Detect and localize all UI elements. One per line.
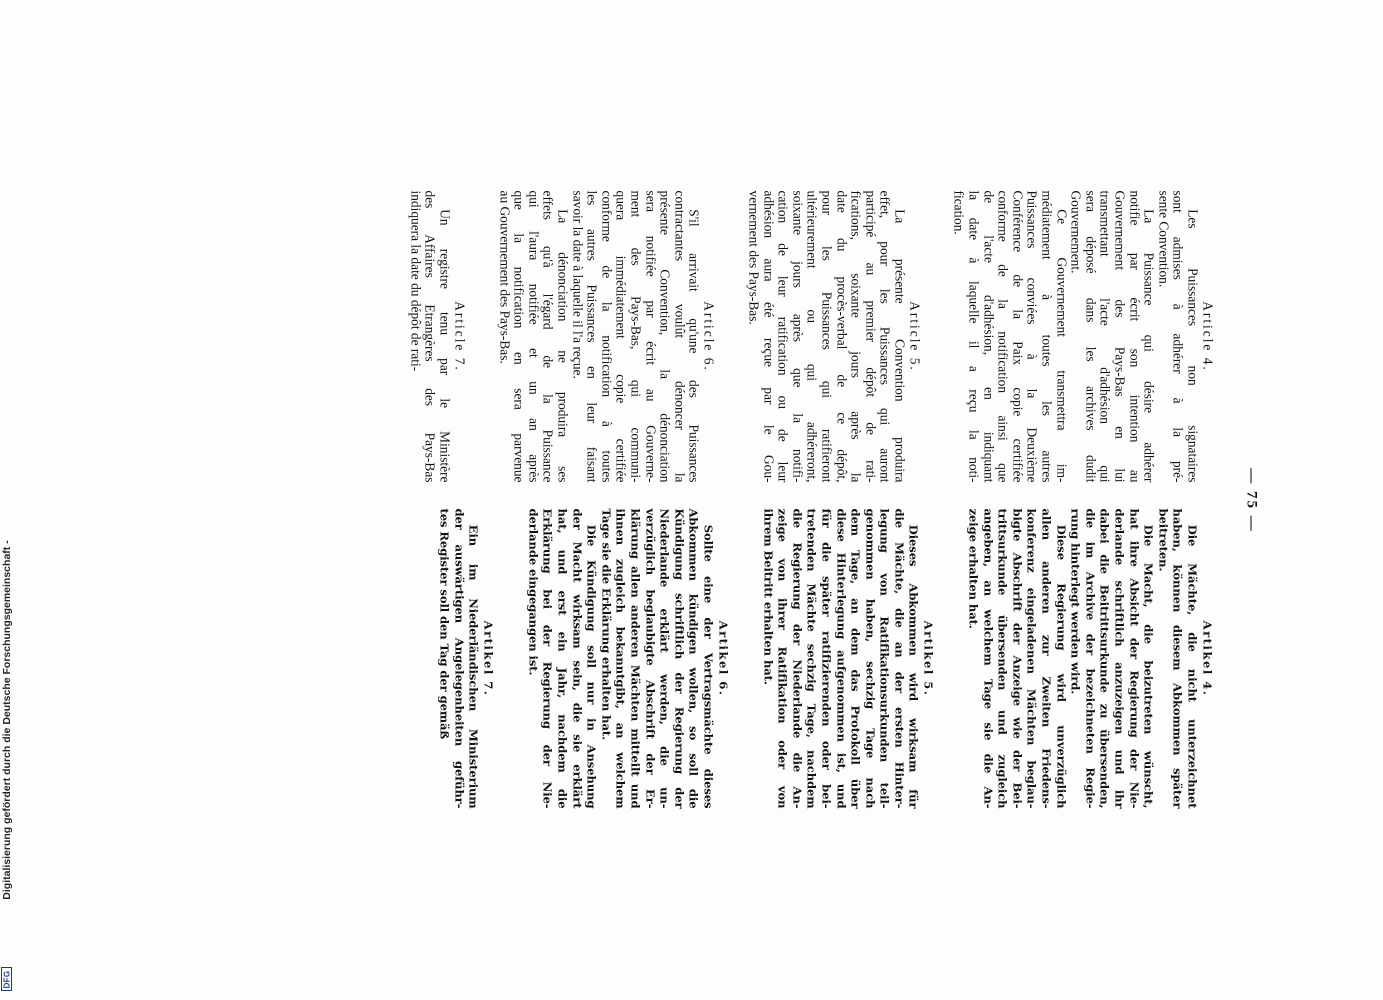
article-heading: Artikel 7. (481, 620, 496, 696)
paragraph (569, 190, 700, 482)
paragraph (966, 508, 1068, 808)
text-line: des Affaires Etrangères des Pays-Bas (422, 190, 438, 482)
paragraph (1068, 190, 1156, 482)
text-line: Die Mächte, die nicht unterzeichnet (1185, 524, 1199, 808)
text-line: présente Convention, la dénonciation (657, 190, 673, 482)
text-line: trittsurkunde übersenden und zugleich (995, 508, 1010, 808)
text-line: hat ihre Absicht der Regierung der Nie- (1126, 508, 1141, 808)
article-section (496, 190, 716, 482)
paragraph (1155, 508, 1199, 808)
text-line: quera immédiatement copie certifiée (613, 190, 629, 482)
article-heading: Artikel 5. (921, 620, 936, 696)
text-line: Kündigung schriftlich der Regierung der (671, 508, 686, 808)
paragraph (598, 508, 715, 808)
dfg-logo (1, 967, 12, 991)
text-line: Diese Regierung wird unverzüglich (1053, 524, 1068, 808)
text-line: pour les Puissances qui ratifieront (818, 190, 834, 482)
text-line: Puissances conviées à la Deuxième (1024, 190, 1040, 482)
paragraph (525, 508, 598, 808)
text-line: tretenden Mächte sechzig Tage, nachdem (804, 508, 819, 808)
text-line: klärung allen anderen Mächten mitteilt und (628, 508, 642, 808)
article-heading: Artikel 4. (1200, 620, 1214, 696)
text-line: les autres Puissances en leur faisant (584, 190, 600, 482)
article-heading: Article 6. (701, 300, 717, 372)
text-line: haben, können diesem Abkommen später (1170, 508, 1185, 808)
text-line: Conférence de la Paix copie certifiée (1009, 190, 1025, 482)
text-line: sont admises à adhérer à la pré- (1170, 190, 1186, 482)
paragraph (436, 508, 480, 808)
text-line: verzüglich beglaubigte Abschrift der Er- (642, 508, 657, 808)
paragraph (745, 190, 906, 482)
dfg-logo-text: DFG (2, 970, 11, 988)
text-line: genommen haben, sechzig Tage nach (862, 508, 877, 808)
french-column (407, 190, 1215, 482)
text-line: au Gouvernement des Pays-Bas. (496, 190, 512, 364)
text-line: für die später ratifizierenden oder bei- (818, 508, 833, 808)
text-line: beitreten. (1155, 508, 1170, 571)
text-line: notifie par écrit son intention au (1126, 190, 1142, 482)
text-line: conforme de la notification ainsi que (995, 190, 1011, 482)
text-line: Gouvernement. (1068, 190, 1084, 273)
text-line: ment des Pays-Bas, qui communi- (628, 190, 643, 482)
text-line: sente Convention. (1155, 190, 1171, 287)
page-number: — 75 — (1243, 467, 1259, 533)
german-column (436, 508, 1215, 808)
paragraph (407, 190, 451, 482)
article-heading: Artikel 6. (715, 620, 730, 696)
article-section (760, 508, 937, 808)
paragraph (951, 190, 1068, 482)
text-line: Les Puissances non signataires (1185, 208, 1200, 482)
text-line: Abkommen kündigen wollen, so soll die (686, 508, 701, 808)
article-section (745, 190, 922, 482)
digitization-credit: Digitalisierung gefördert durch die Deutsche Forschungsgemeinschaft - (1, 540, 13, 900)
text-line: die im Archive der bezeichneten Regie- (1082, 508, 1097, 808)
article-heading: Article 4. (1200, 300, 1215, 372)
text-line: zeige erhalten hat. (966, 508, 981, 629)
text-line: vernement des Pays-Bas. (745, 190, 761, 325)
text-line: la date à laquelle il a reçu la noti- (966, 190, 982, 482)
text-line: fication. (951, 190, 967, 235)
text-line: ihrem Beitritt erhalten hat. (760, 508, 775, 685)
article-section (951, 190, 1215, 482)
article-section (407, 190, 467, 482)
text-line: tes Register soll den Tag der gemäß (437, 508, 452, 739)
text-line: die Regierung der Niederlande die An- (789, 508, 804, 808)
paragraph (1068, 508, 1156, 808)
text-line: fications, soixante jours après la (848, 190, 864, 482)
text-line: Die Macht, die beizutreten wünscht, (1141, 524, 1156, 808)
text-line: hat, und erst ein Jahr, nachdem die (555, 508, 570, 808)
text-line: angeben, an welchem Tage sie die An- (980, 508, 995, 808)
text-line: allen anderen zur Zweiten Friedens- (1039, 508, 1054, 808)
text-line: que la notification en sera parvenue (511, 190, 527, 482)
text-line: dem Tage, an dem das Protokoll über (848, 508, 863, 808)
article-section (436, 508, 496, 808)
text-line: effets qu'à l'égard de la Puissance (540, 190, 556, 482)
text-line: La présente Convention produira (891, 208, 907, 482)
text-line: Sollte eine der Vertragsmächte dieses (700, 524, 715, 808)
text-line: rung hinterlegt werden wird. (1068, 508, 1083, 694)
text-line: zeige von ihrer Ratifikation oder von (775, 508, 790, 808)
text-line: sera notifiée par écrit au Gouverne- (642, 190, 658, 482)
text-line: bigte Abschrift der Anzeige wie der Bei- (1009, 508, 1024, 808)
text-line: dabei die Beitrittsurkunde zu übersenden, (1097, 508, 1112, 808)
text-line: Die Kündigung soll nur in Ansehung (584, 524, 599, 808)
paragraph (1155, 190, 1199, 482)
text-line: legung von Ratifikationsurkunden teil- (877, 508, 892, 808)
text-line: ihnen zugleich bekanntgibt, an welchem (613, 508, 628, 808)
text-line: der Macht wirksam sein, die sie erklärt (569, 508, 584, 808)
text-line: effet, pour les Puissances qui auront (877, 190, 893, 482)
text-line: cation de leur ratification ou de leur (775, 190, 791, 482)
text-line: La dénonciation ne produira ses (555, 208, 571, 482)
text-line: Dieses Abkommen wird wirksam für (906, 524, 921, 808)
article-heading: Article 5. (906, 300, 922, 372)
text-line: ultérieurement ou qui adhéreront, (804, 190, 820, 482)
text-line: de l'acte d'adhésion, en indiquant (980, 190, 996, 482)
text-line: date du procès-verbal de ce dépôt, (833, 190, 849, 482)
text-line: Gouvernement des Pays-Bas en lui (1112, 190, 1128, 482)
text-line: médiatement à toutes les autres (1039, 190, 1055, 482)
article-section (966, 508, 1216, 808)
paragraph (760, 508, 921, 808)
text-line: participé au premier dépôt de rati- (862, 190, 878, 482)
text-line: indiquera la date du dépôt de rati- (407, 190, 423, 371)
text-line: adhésion aura été reçue par le Gou- (760, 190, 776, 482)
text-line: savoir la date à laquelle il l'a reçue. (569, 190, 585, 379)
text-line: Un registre tenu par le Ministère (437, 208, 453, 482)
paragraph (496, 190, 569, 482)
text-line: La Puissance qui désire adhérer (1141, 208, 1157, 482)
article-heading: Article 7. (452, 300, 468, 372)
text-line: die Mächte, die an der ersten Hinter- (891, 508, 906, 808)
text-line: Ce Gouvernement transmettra im- (1053, 208, 1069, 482)
text-line: Niederlande erklärt werden, die un- (657, 508, 672, 808)
text-line: qui l'aura notifiée et un an après (525, 190, 541, 482)
text-line: soixante jours après que la notifi- (789, 190, 805, 482)
text-line: der auswärtigen Angelegenheiten geführ- (451, 508, 466, 808)
text-line: konferenz eingeladenen Mächten beglau- (1024, 508, 1039, 808)
text-line: S'il arrivait qu'une des Puissances (686, 208, 702, 482)
text-line: sera déposé dans les archives dudit (1082, 190, 1098, 482)
text-line: Tage sie die Erklärung erhalten hat. (598, 508, 613, 740)
text-line: conforme de la notification à toutes (598, 190, 614, 482)
text-line: derlande schriftlich anzuzeigen und ihr (1112, 508, 1127, 808)
text-line: transmettant l'acte d'adhésion qui (1097, 190, 1113, 482)
text-line: Erklärung bei der Regierung der Nie- (540, 508, 555, 808)
text-line: derlande eingegangen ist. (525, 508, 540, 675)
text-line: diese Hinterlegung aufgenommen ist, und (833, 508, 848, 808)
text-line: contractantes voulût dénoncer la (671, 190, 687, 482)
article-section (525, 508, 731, 808)
text-line: Ein im Niederländischen Ministerium (466, 524, 481, 808)
